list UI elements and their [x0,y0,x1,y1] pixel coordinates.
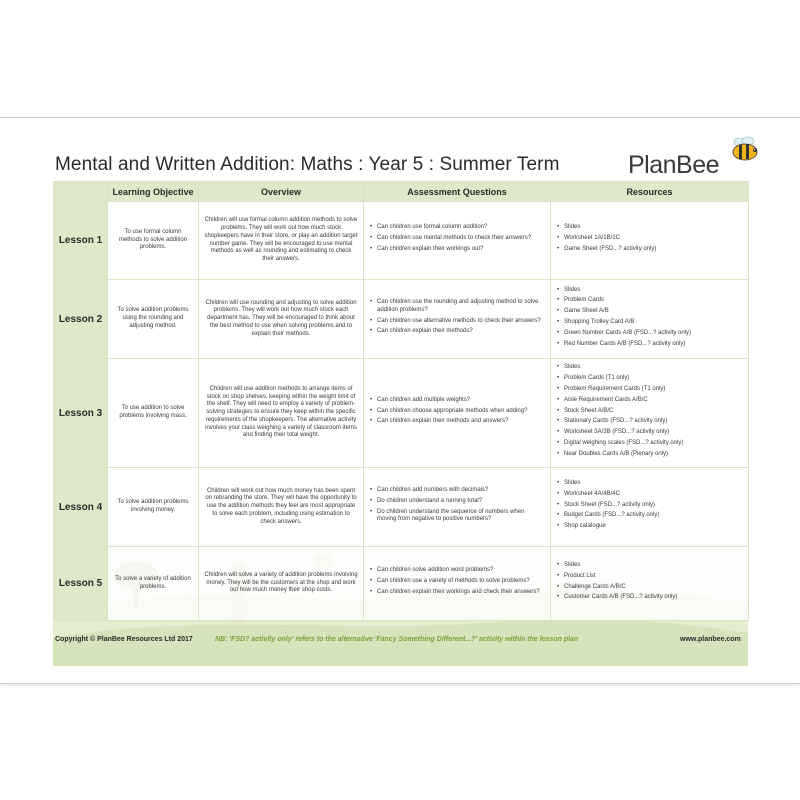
learning-objective: To solve a variety of addition problems. [108,547,199,621]
resource-item: • Slides [564,480,743,488]
resource-item: • Worksheet 3A/3B (FSD...? activity only) [564,429,743,437]
resource-item: • Worksheet 1A/1B/1C [564,235,743,243]
learning-objective: To solve addition problems using the rounding and adjusting method. [108,280,199,359]
lesson-label: Lesson 1 [54,202,108,280]
question-item: • Do children understand a running total? [377,498,545,506]
resource-item: • Game Sheet (FSD...? activity only) [564,246,743,254]
question-item: • Can children use mental methods to check their answers? [377,235,545,243]
resource-item: • Slides [564,364,743,372]
resource-item: • Digital weighing scales (FSD...? activity only) [564,440,743,448]
assessment-questions [364,468,551,547]
resources-list [551,280,749,359]
overview-text: Children will use formal column addition methods to solve problems. They will work out how much stock shopkeepers have in their store, or play an addition target number game. They will be encouraged to use mental methods as well as rounding and estimating to check their answers. [199,202,364,280]
table-row [54,202,749,280]
question-item: • Can children use the rounding and adjusting method to solve addition problems? [377,299,545,315]
resources-list [551,468,749,547]
question-item: • Can children explain their methods and answers? [377,418,545,426]
assessment-questions [364,280,551,359]
assessment-questions [364,359,551,468]
question-item: • Can children choose appropriate methods when adding? [377,408,545,416]
lesson-label: Lesson 4 [54,468,108,547]
lesson-plan-sheet [0,117,800,684]
resource-item: • Slides [564,287,743,295]
resource-item: • Worksheet 4A/4B/4C [564,491,743,499]
lesson-label: Lesson 5 [54,547,108,621]
logo-text: PlanBee [628,151,720,179]
resource-item: • Budget Cards (FSD...? activity only) [564,512,743,520]
resource-item: • Problem Cards [564,297,743,305]
table-row [54,280,749,359]
resource-item: • Near Doubles Cards A/B (Plenary only) [564,451,743,459]
resources-list [551,202,749,280]
resource-item: • Green Number Cards A/B (FSD...? activity only) [564,330,743,338]
fsd-note: NB: 'FSD? activity only' refers to the alternative 'Fancy Something Different...?' activity within the lesson plan [215,636,579,643]
column-header-resources: Resources [551,182,749,202]
learning-objective: To use addition to solve problems involving mass. [108,359,199,468]
question-item: • Can children use formal column addition? [377,224,545,232]
table-row [54,468,749,547]
lesson-label: Lesson 2 [54,280,108,359]
corner-cell [54,182,108,202]
question-item: • Can children add multiple weights? [377,397,545,405]
question-item: • Can children explain their methods? [377,328,545,336]
resource-item: • Problem Requirement Cards (T1 only) [564,386,743,394]
question-item: • Can children solve addition word problems? [377,567,545,575]
resource-item: • Shopping Trolley Card A/B [564,319,743,327]
bee-icon [728,135,762,163]
resource-item: • Problem Cards (T1 only) [564,375,743,383]
planbee-logo [628,149,738,181]
resource-item: • Red Number Cards A/B (FSD...? activity only) [564,341,743,349]
resources-list [551,547,749,621]
overview-text: Children will use rounding and adjusting to solve addition problems. They will work out how much stock each department has. They will be encouraged to think about the best method to use when solving problems and to explain their methods. [199,280,364,359]
learning-objective: To use formal column methods to solve addition problems. [108,202,199,280]
overview-text: Children will solve a variety of addition problems involving money. They will be the customers at the shop and work out how much money their shop costs. [199,547,364,621]
table-row [54,547,749,621]
table-row [54,359,749,468]
resource-item: • Challenge Cards A/B/C [564,584,743,592]
lesson-plan-table [53,181,749,621]
website-link[interactable]: www.planbee.com [680,636,741,643]
resource-item: • Stock Sheet (FSD...? activity only) [564,502,743,510]
question-item: • Can children use alternative methods to check their answers? [377,318,545,326]
question-item: • Do children understand the sequence of numbers when moving from negative to positive numbers? [377,509,545,525]
resource-item: • Product List [564,573,743,581]
page-title: Mental and Written Addition: Maths : Year 5 : Summer Term [55,154,560,175]
copyright-notice: Copyright © PlanBee Resources Ltd 2017 [55,636,193,643]
question-item: • Can children explain their workings and check their answers? [377,589,545,597]
resource-item: • Slides [564,562,743,570]
assessment-questions [364,547,551,621]
resource-item: • Slides [564,224,743,232]
resources-list [551,359,749,468]
resource-item: • Game Sheet A/B [564,308,743,316]
lesson-label: Lesson 3 [54,359,108,468]
question-item: • Can children explain their workings out? [377,246,545,254]
question-item: • Can children use a variety of methods to solve problems? [377,578,545,586]
resource-item: • Aisle Requirement Cards A/B/C [564,397,743,405]
overview-text: Children will use addition methods to arrange items of stock on shop shelves, keeping within the weight limit of the shelf. They will need to employ a variety of problem-solving strategies to ensure they keep within the specific requirements of the shopkeepers. The alternative activity involves your class weighing a variety of classroom items and finding their total weight. [199,359,364,468]
resource-item: • Customer Cards A/B (FSD...? activity only) [564,594,743,602]
resource-item: • Stationary Cards (FSD...? activity only) [564,418,743,426]
column-header-assessment: Assessment Questions [364,182,551,202]
column-header-overview: Overview [199,182,364,202]
overview-text: Children will work out how much money has been spent on rebranding the store. They will have the opportunity to use the addition methods they feel are most appropriate to solve each problem, including using estimation to check answers. [199,468,364,547]
assessment-questions [364,202,551,280]
question-item: • Can children add numbers with decimals? [377,487,545,495]
column-header-objective: Learning Objective [108,182,199,202]
resource-item: • Shop catalogue [564,523,743,531]
resource-item: • Stock Sheet A/B/C [564,408,743,416]
learning-objective: To solve addition problems involving money. [108,468,199,547]
